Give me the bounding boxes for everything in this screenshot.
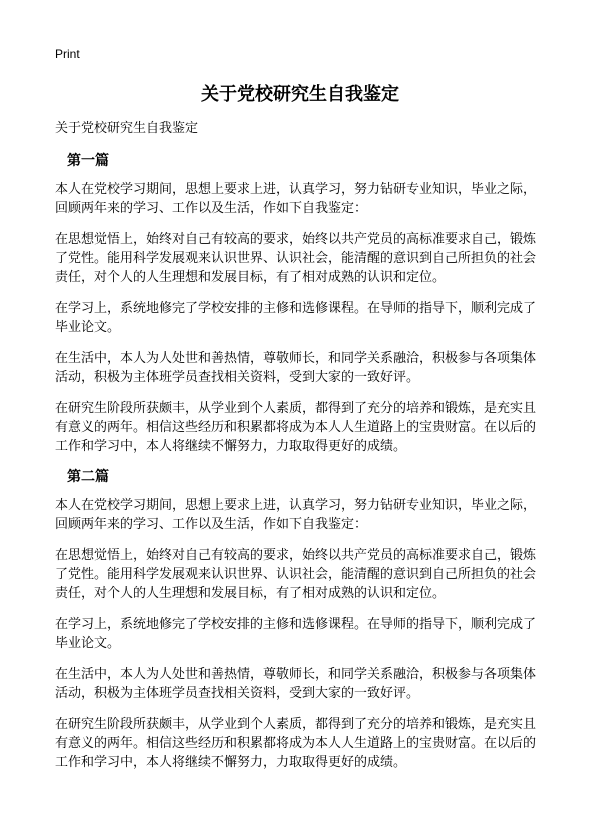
paragraph: 本人在党校学习期间，思想上要求上进，认真学习，努力钻研专业知识，毕业之际，回顾两年来的学习、工作以及生活，作如下自我鉴定： bbox=[55, 498, 537, 532]
print-link[interactable]: Print bbox=[55, 47, 80, 61]
document-subtitle: 关于党校研究生自我鉴定 bbox=[55, 121, 199, 136]
section-heading: 第二篇 bbox=[67, 469, 109, 485]
paragraph: 在生活中，本人为人处世和善热情，尊敬师长，和同学关系融洽，积极参与各项集体活动，积极为主体班学员查找相关资料，受到大家的一致好评。 bbox=[55, 667, 537, 701]
paragraph: 在学习上，系统地修完了学校安排的主修和选修课程。在导师的指导下，顺利完成了毕业论文。 bbox=[55, 301, 537, 335]
page-title: 关于党校研究生自我鉴定 bbox=[201, 84, 399, 105]
section-1 bbox=[55, 152, 547, 456]
paragraph: 在学习上，系统地修完了学校安排的主修和选修课程。在导师的指导下，顺利完成了毕业论文。 bbox=[55, 617, 537, 651]
section-2 bbox=[55, 468, 547, 772]
paragraph: 在思想觉悟上，始终对自己有较高的要求，始终以共产党员的高标准要求自己，锻炼了党性。能用科学发展观来认识世界、认识社会，能清醒的意识到自己所担负的社会责任，对个人的人生理想和发展目标，有了相对成熟的认识和定位。 bbox=[55, 548, 537, 601]
paragraph: 本人在党校学习期间，思想上要求上进，认真学习，努力钻研专业知识，毕业之际，回顾两年来的学习、工作以及生活，作如下自我鉴定： bbox=[55, 182, 537, 216]
paragraph: 在思想觉悟上，始终对自己有较高的要求，始终以共产党员的高标准要求自己，锻炼了党性。能用科学发展观来认识世界、认识社会，能清醒的意识到自己所担负的社会责任，对个人的人生理想和发展目标，有了相对成熟的认识和定位。 bbox=[55, 232, 537, 285]
section-heading: 第一篇 bbox=[67, 153, 109, 169]
document-content bbox=[55, 120, 547, 784]
paragraph: 在研究生阶段所获颇丰，从学业到个人素质，都得到了充分的培养和锻炼，是充实且有意义的两年。相信这些经历和积累都将成为本人人生道路上的宝贵财富。在以后的工作和学习中，本人将继续不懈努力，力取取得更好的成绩。 bbox=[55, 401, 537, 454]
paragraph: 在研究生阶段所获颇丰，从学业到个人素质，都得到了充分的培养和锻炼，是充实且有意义的两年。相信这些经历和积累都将成为本人人生道路上的宝贵财富。在以后的工作和学习中，本人将继续不懈努力，力取取得更好的成绩。 bbox=[55, 717, 537, 770]
paragraph: 在生活中，本人为人处世和善热情，尊敬师长，和同学关系融洽，积极参与各项集体活动，积极为主体班学员查找相关资料，受到大家的一致好评。 bbox=[55, 351, 537, 385]
